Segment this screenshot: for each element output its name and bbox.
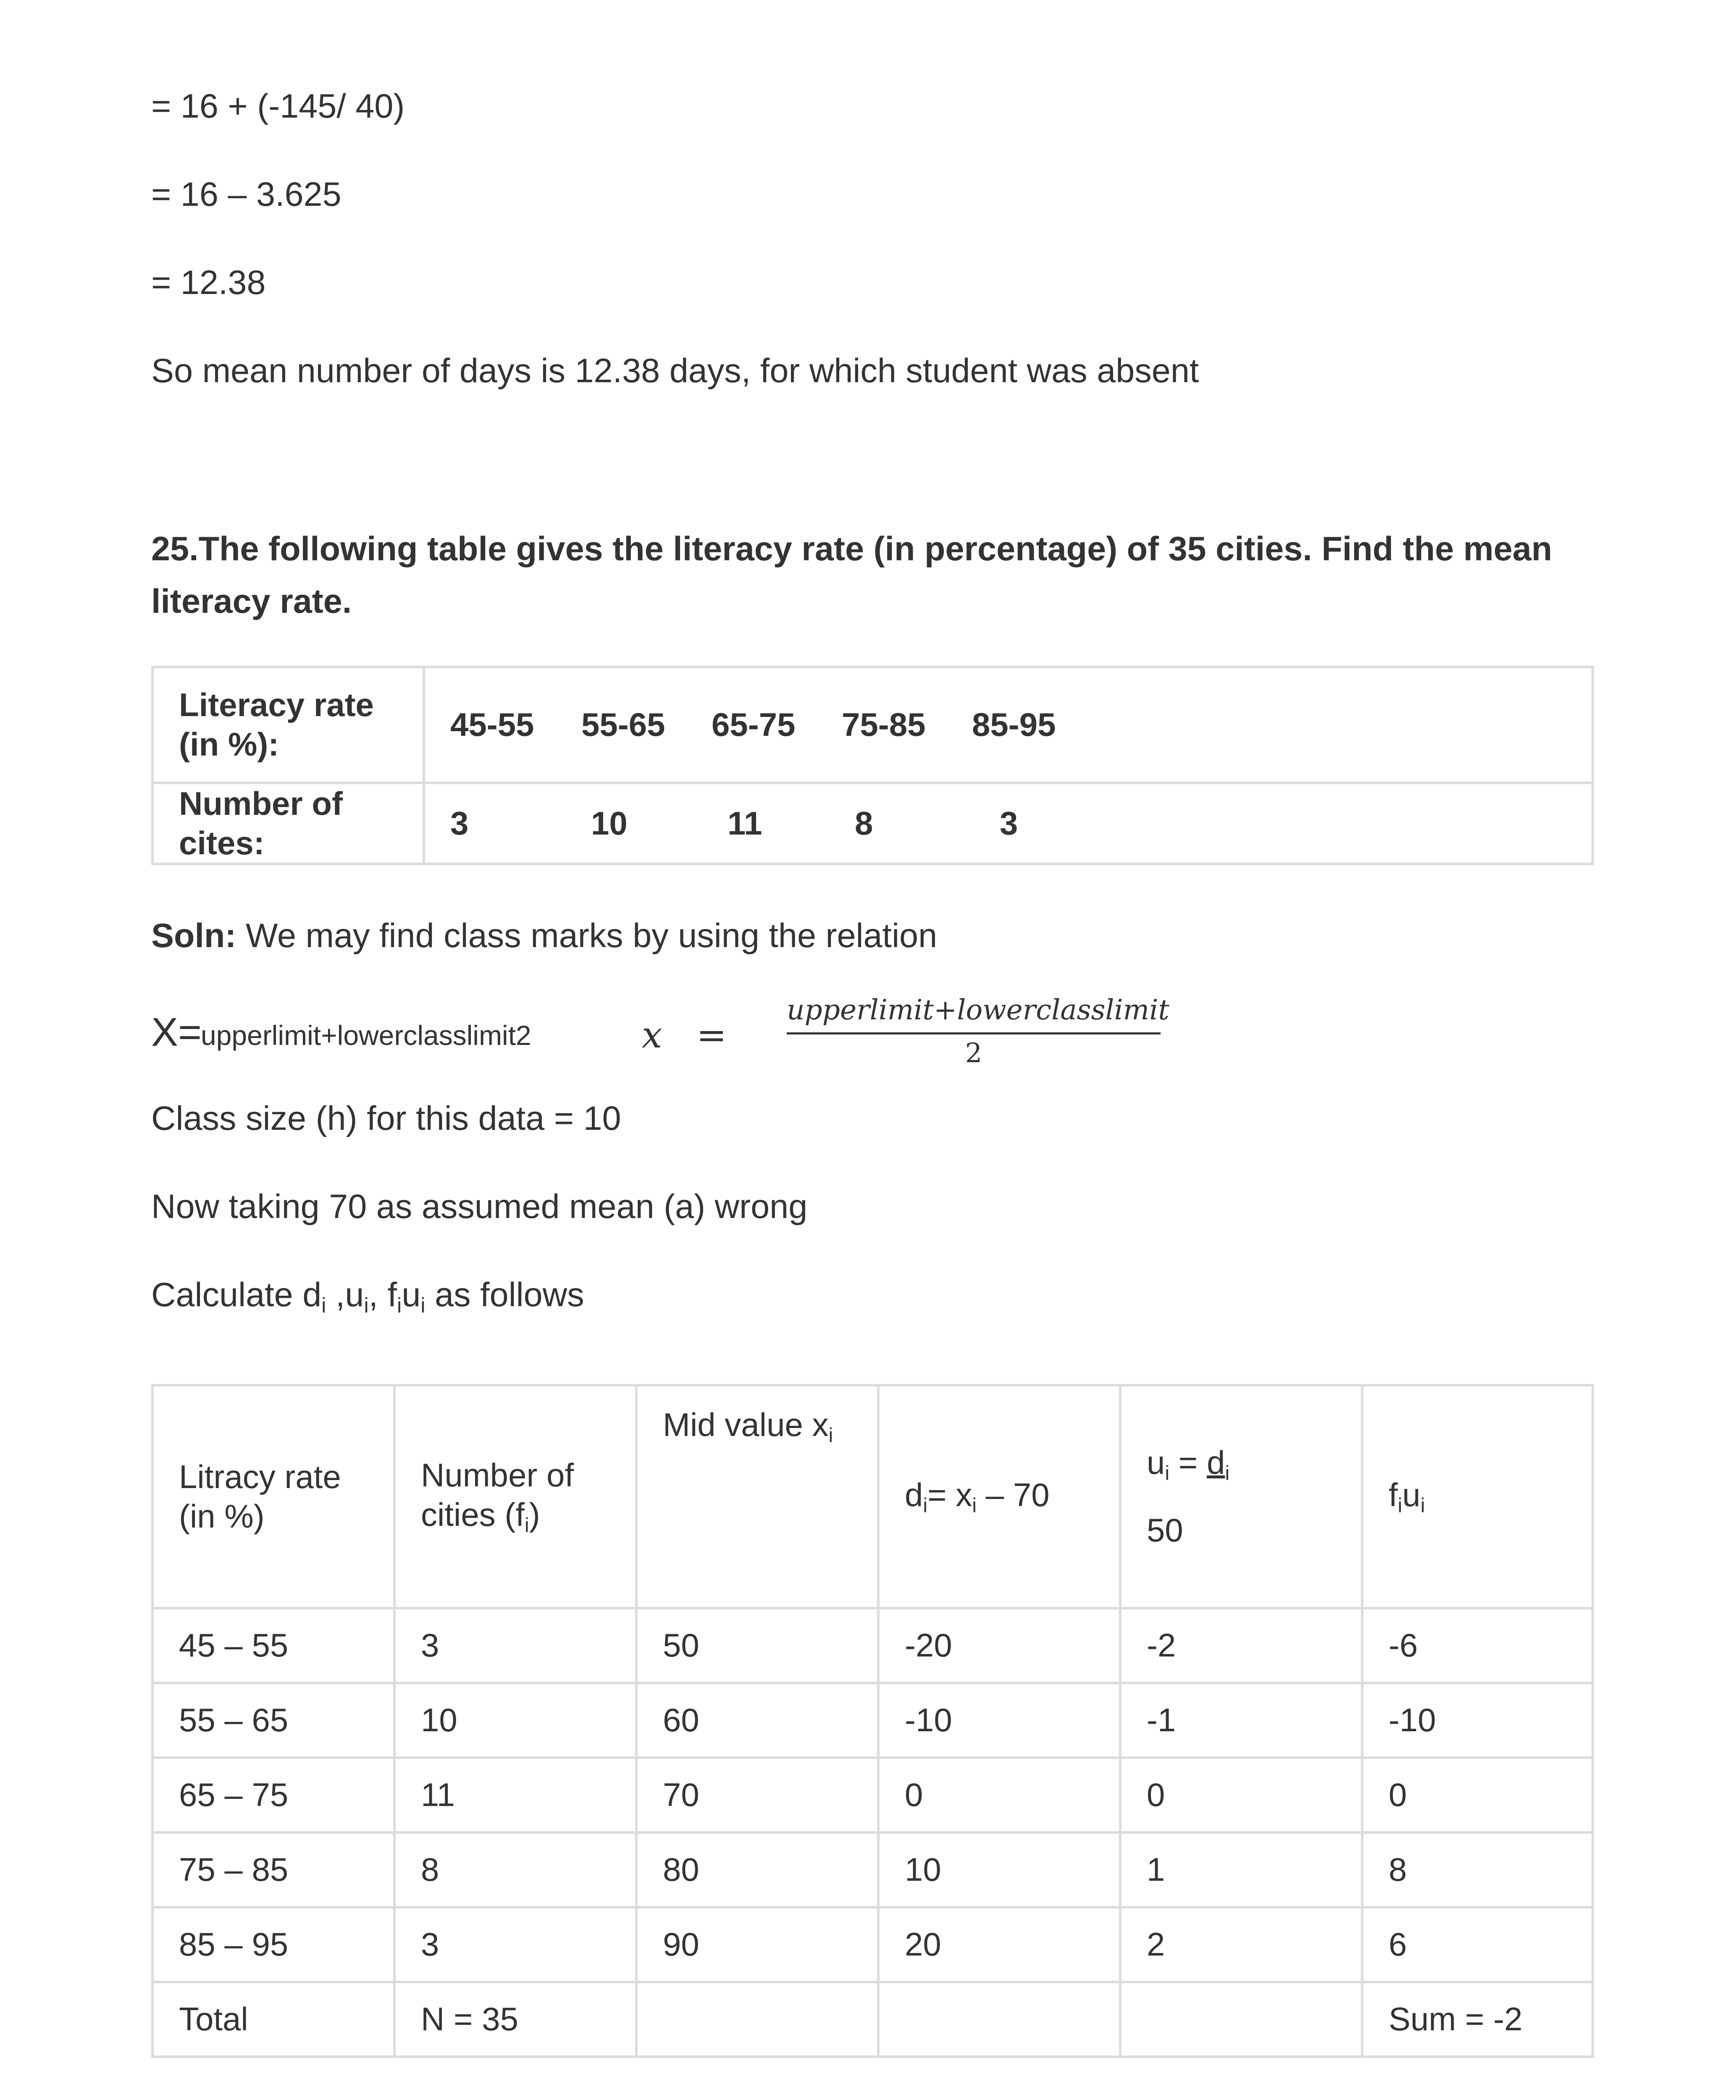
formula-numerator: upperlimit+lowerclasslimit: [787, 994, 1169, 1026]
solution-text: We may find class marks by using the relation: [236, 917, 938, 955]
formula-x-label: X=: [151, 1010, 202, 1055]
table-cell: 0: [1362, 1758, 1593, 1832]
class-mark-formula: [151, 995, 1201, 1071]
formula-fraction: [642, 995, 1171, 1071]
table-cell: Sum = -2: [1362, 1982, 1593, 2057]
intro-line-1: = 16 + (-145/ 40): [151, 87, 405, 125]
table-cell: [636, 1982, 878, 2057]
table-cell: -10: [1362, 1683, 1593, 1758]
assumed-mean-line: Now taking 70 as assumed mean (a) wrong: [151, 1188, 808, 1226]
table-cell: -2: [1120, 1608, 1362, 1683]
table-cell: 10: [878, 1832, 1120, 1907]
intro-line-2: = 16 – 3.625: [151, 176, 341, 213]
count-value: 3: [1000, 804, 1018, 842]
intro-line-3: = 12.38: [151, 264, 266, 302]
calculation-table: [151, 1384, 1594, 2058]
table-cell: 8: [394, 1832, 636, 1907]
count-value: 10: [591, 804, 628, 842]
table-cell: -6: [1362, 1608, 1593, 1683]
count-values-cell: [424, 783, 1593, 864]
table-cell: 10: [394, 1683, 636, 1758]
header-u-value: $u_i = d_i$ 50: [1120, 1385, 1362, 1608]
table-cell: 90: [636, 1907, 878, 1982]
table-cell: 0: [1120, 1758, 1362, 1832]
table-cell: -20: [878, 1608, 1120, 1683]
table-row: [152, 1758, 1593, 1832]
table-row: [152, 1683, 1593, 1758]
conclusion-line: So mean number of days is 12.38 days, for which student was absent: [151, 352, 1199, 390]
table-row: [152, 1832, 1593, 1907]
table-cell: -10: [878, 1683, 1120, 1758]
header-number-of-cities: Number of cities $(f_i)$: [394, 1385, 636, 1608]
literacy-rate-table: [151, 666, 1594, 865]
class-values-cell: [424, 667, 1593, 783]
table-row: [152, 1608, 1593, 1683]
table-cell: 0: [878, 1758, 1120, 1832]
table-row: [152, 783, 1593, 864]
table-cell: 70: [636, 1758, 878, 1832]
table-total-row: [152, 1982, 1593, 2057]
table-cell: 3: [394, 1608, 636, 1683]
table-cell: 60: [636, 1683, 878, 1758]
table-cell: 50: [636, 1608, 878, 1683]
header-literacy-rate: Litracy rate (in %): [152, 1385, 394, 1608]
formula-denominator: 2: [965, 1038, 982, 1069]
table-cell: 80: [636, 1832, 878, 1907]
header-deviation: $d_i= x_i - 70$: [878, 1385, 1120, 1608]
table-cell: 55 – 65: [152, 1683, 394, 1758]
class-value: 85-95: [972, 706, 1056, 743]
question-heading: 25.The following table gives the literacy rate (in percentage) of 35 cities. Find the mean literacy rate.: [151, 530, 1552, 620]
table-row: [152, 667, 1593, 783]
table-cell: N = 35: [394, 1982, 636, 2057]
count-value: 8: [855, 804, 873, 842]
table-cell: 75 – 85: [152, 1832, 394, 1907]
header-fu-product: $f_iu_i$: [1362, 1385, 1593, 1608]
table-cell: 85 – 95: [152, 1907, 394, 1982]
formula-equals: =: [696, 1014, 727, 1056]
fraction-bar: [787, 1032, 1161, 1034]
class-value: 55-65: [581, 706, 665, 743]
table-cell: 20: [878, 1907, 1120, 1982]
table-cell: 65 – 75: [152, 1758, 394, 1832]
count-value: 11: [727, 804, 762, 842]
formula-plain-text: upperlimit+lowerclasslimit2: [201, 1020, 531, 1051]
class-value: 65-75: [712, 706, 796, 743]
row-label: Literacy rate (in %):: [152, 667, 424, 783]
table-cell: 2: [1120, 1907, 1362, 1982]
count-value: 3: [450, 804, 469, 842]
table-cell: 11: [394, 1758, 636, 1832]
table-cell: -1: [1120, 1683, 1362, 1758]
header-mid-value: Mid value $x_i$: [636, 1385, 878, 1608]
table-header-row: [152, 1385, 1593, 1608]
table-cell: 6: [1362, 1907, 1593, 1982]
calculate-line: Calculate $d_i$ $,u_i$, $f_iu_i$ as follows: [151, 1276, 584, 1318]
table-row: [152, 1907, 1593, 1982]
class-size-line: Class size (h) for this data = 10: [151, 1100, 621, 1137]
row-label: Number of cites:: [152, 783, 424, 864]
table-cell: 3: [394, 1907, 636, 1982]
table-cell: Total: [152, 1982, 394, 2057]
solution-line: [151, 916, 937, 956]
table-cell: 8: [1362, 1832, 1593, 1907]
formula-variable: x: [642, 1014, 662, 1056]
table-cell: 1: [1120, 1832, 1362, 1907]
solution-label: Soln:: [151, 917, 236, 955]
table-cell: [1120, 1982, 1362, 2057]
class-value: 75-85: [842, 706, 926, 743]
table-cell: 45 – 55: [152, 1608, 394, 1683]
table-cell: [878, 1982, 1120, 2057]
class-value: 45-55: [450, 706, 534, 743]
